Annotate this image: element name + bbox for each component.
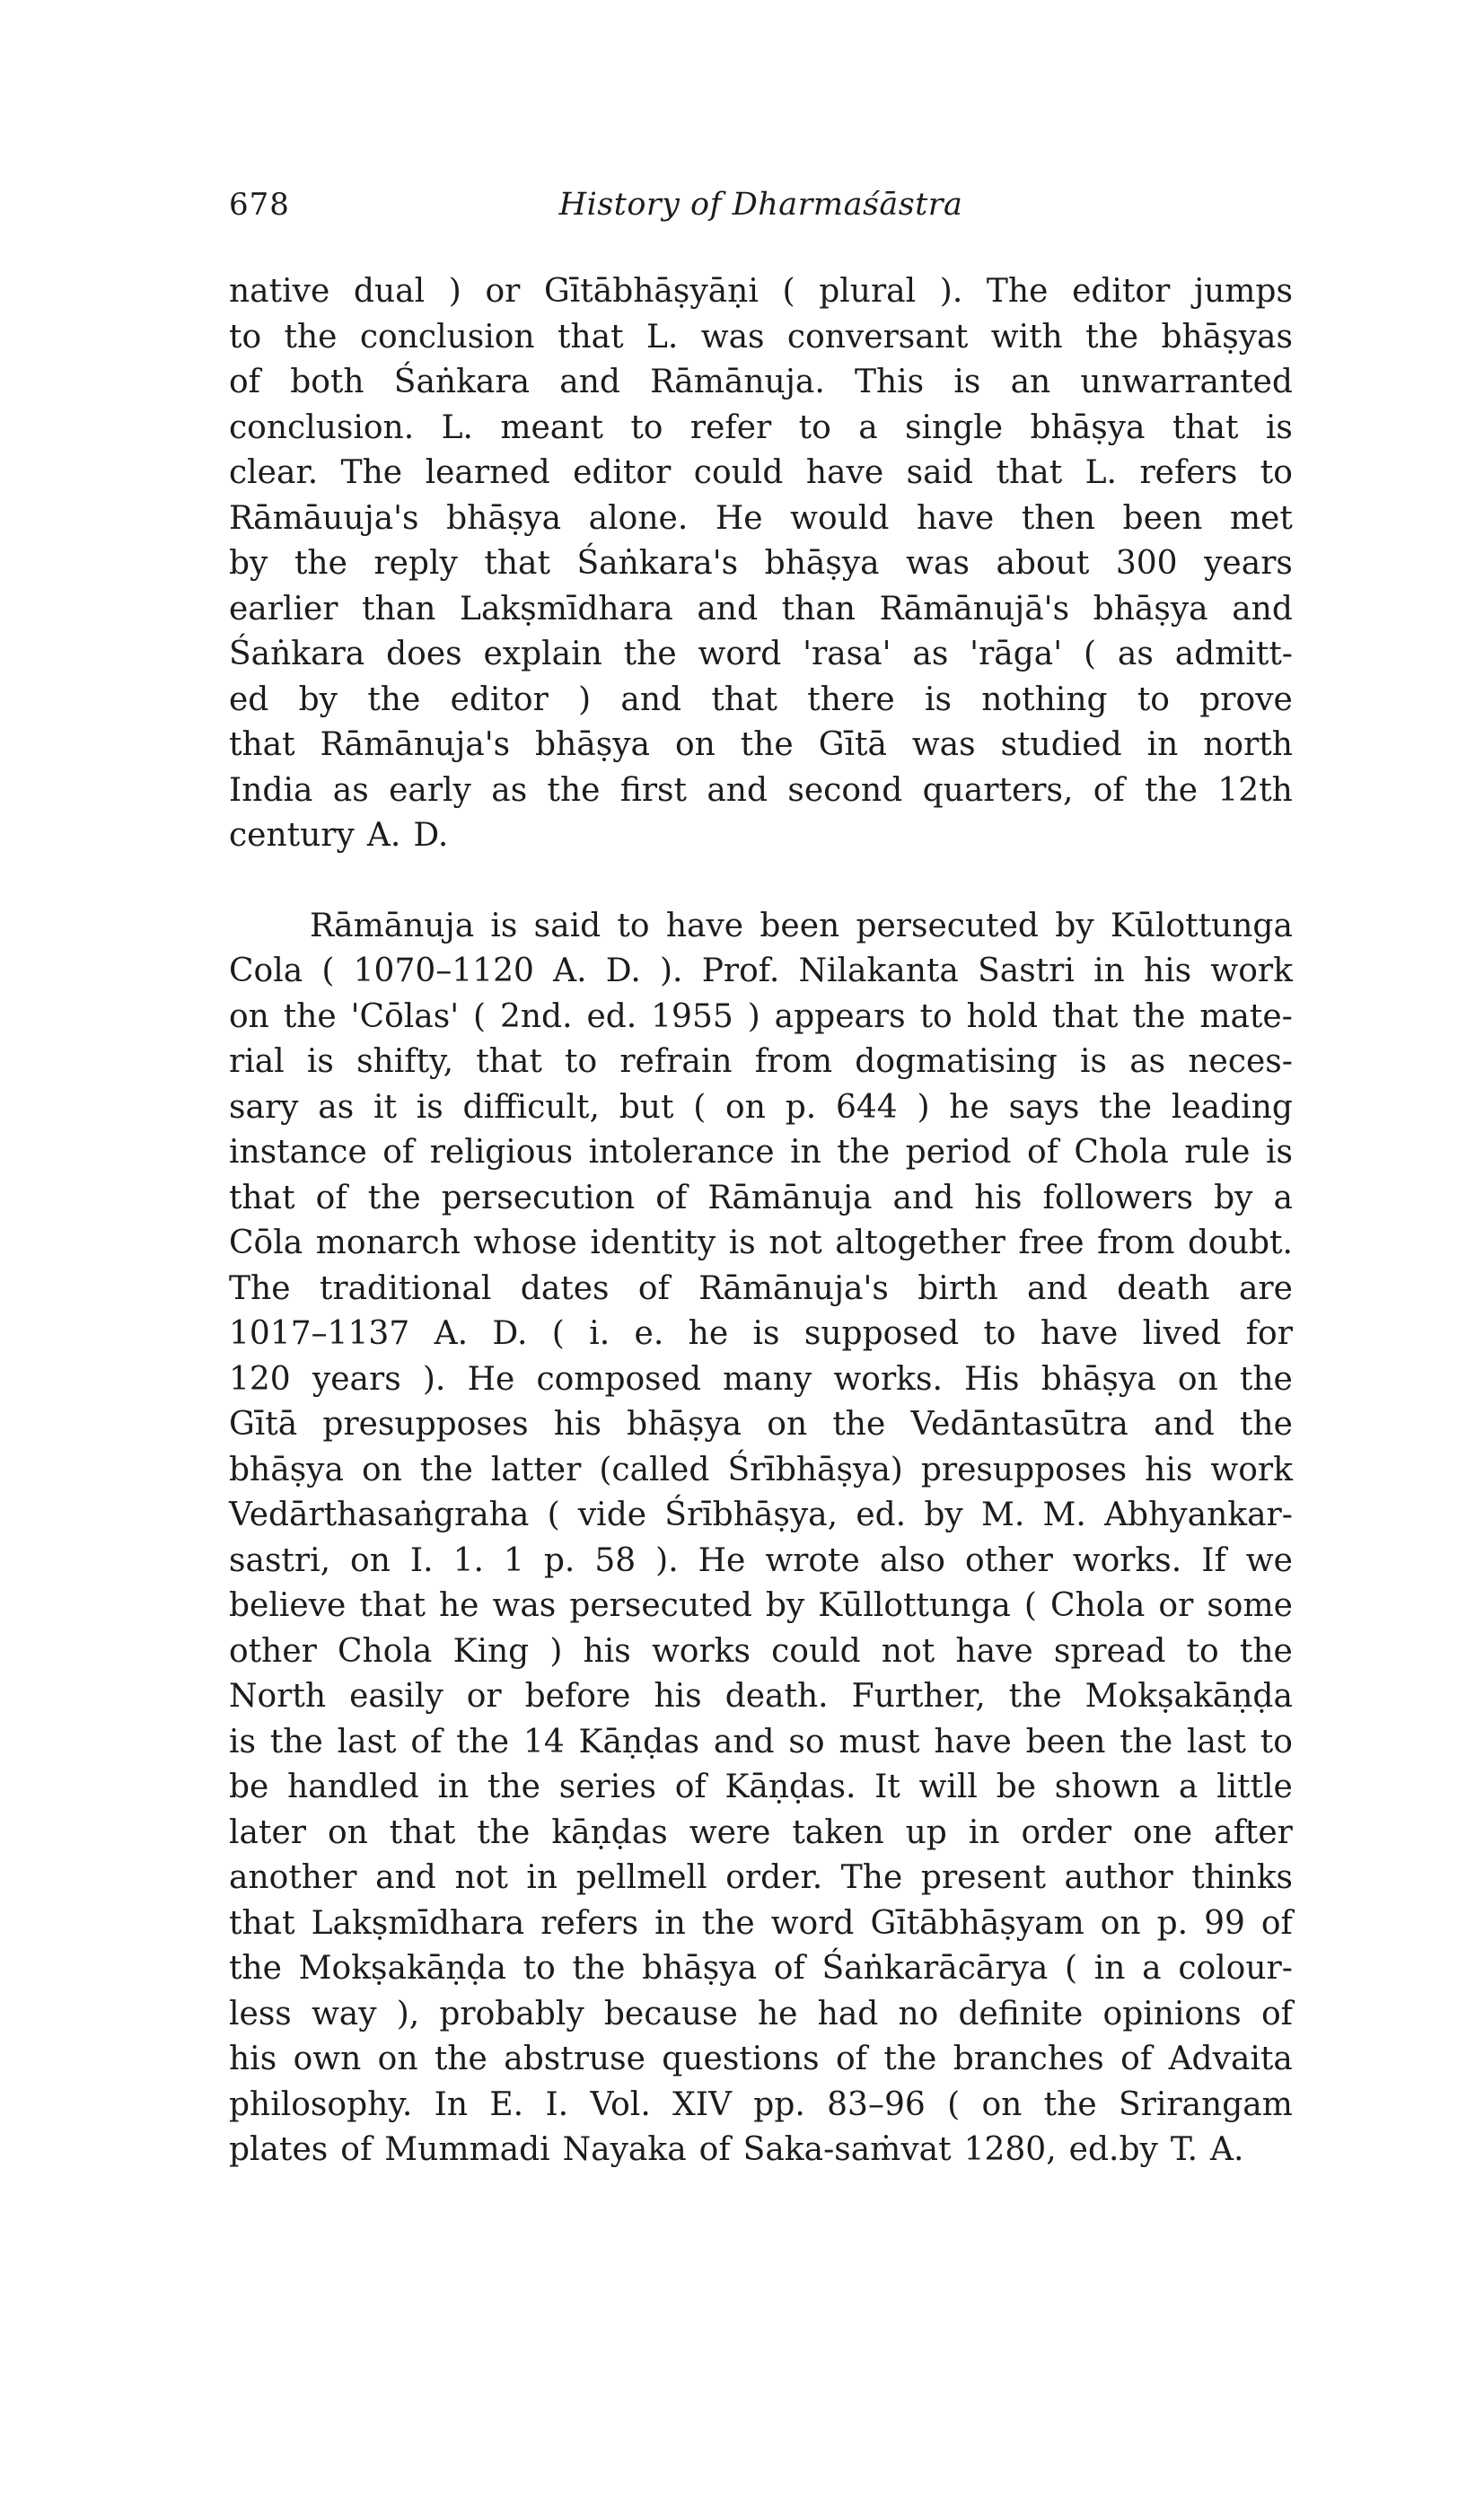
running-title: History of Dharmaśāstra	[558, 187, 963, 223]
text-line: Cōla monarch whose identity is not altogether free from doubt.	[229, 1225, 1293, 1261]
text-line: to the conclusion that L. was conversant with the bhāṣyas	[229, 318, 1293, 356]
text-line: native dual ) or Gītābhāṣyāṇi ( plural ). The editor jumps	[229, 273, 1293, 310]
text-line: less way ), probably because he had no definite opinions of	[229, 1995, 1293, 2032]
text-line: believe that he was persecuted by Kūllottunga ( Chola or some	[229, 1587, 1293, 1624]
text-line: 120 years ). He composed many works. His bhāṣya on the	[229, 1360, 1293, 1398]
text-line: conclusion. L. meant to refer to a single bhāṣya that is	[229, 408, 1293, 446]
page-number: 678	[229, 187, 290, 223]
text-line: rial is shifty, that to refrain from dogmatising is as neces-	[229, 1043, 1293, 1080]
paragraph	[229, 269, 1293, 859]
text-line: century A. D.	[229, 817, 449, 854]
text-line: Rāmāuuja's bhāṣya alone. He would have then been met	[229, 499, 1293, 537]
paragraph	[229, 904, 1293, 2173]
text-line: is the last of the 14 Kāṇḍas and so must have been the last to	[229, 1723, 1293, 1760]
text-line: that Lakṣmīdhara refers in the word Gītābhāṣyam on p. 99 of	[229, 1904, 1293, 1942]
text-line: India as early as the first and second quarters, of the 12th	[229, 771, 1293, 809]
paragraph-gap	[229, 859, 1293, 904]
text-line: Śaṅkara does explain the word 'rasa' as 'rāga' ( as admitt-	[229, 636, 1293, 672]
text-line: Vedārthasaṅgraha ( vide Śrībhāṣya, ed. by M. M. Abhyankar-	[229, 1497, 1293, 1533]
text-line: sastri, on I. 1. 1 p. 58 ). He wrote also other works. If we	[229, 1541, 1293, 1579]
text-line: of both Śaṅkara and Rāmānuja. This is an unwarranted	[229, 364, 1293, 400]
text-line: plates of Mummadi Nayaka of Saka-saṁvat 1280, ed.by T. A.	[229, 2131, 1244, 2168]
body-text	[229, 269, 1293, 2173]
text-line: later on that the kāṇḍas were taken up in order one after	[229, 1813, 1293, 1851]
text-line: earlier than Lakṣmīdhara and than Rāmānujā's bhāṣya and	[229, 590, 1293, 628]
text-line: by the reply that Śaṅkara's bhāṣya was about 300 years	[229, 545, 1293, 582]
text-line: ed by the editor ) and that there is nothing to prove	[229, 680, 1293, 718]
text-line: The traditional dates of Rāmānuja's birth and death are	[229, 1269, 1293, 1307]
text-line: his own on the abstruse questions of the branches of Advaita	[229, 2041, 1293, 2077]
text-line: instance of religious intolerance in the period of Chola rule is	[229, 1134, 1293, 1171]
text-line: that Rāmānuja's bhāṣya on the Gītā was studied in north	[229, 726, 1293, 763]
text-line: that of the persecution of Rāmānuja and his followers by a	[229, 1179, 1293, 1216]
text-line: Cola ( 1070–1120 A. D. ). Prof. Nilakanta Sastri in his work	[229, 953, 1293, 989]
text-line: Gītā presupposes his bhāṣya on the Vedāntasūtra and the	[229, 1406, 1293, 1443]
text-line: other Chola King ) his works could not have spread to the	[229, 1632, 1293, 1670]
text-line: philosophy. In E. I. Vol. XIV pp. 83–96 ( on the Srirangam	[229, 2085, 1293, 2123]
text-line: North easily or before his death. Further, the Mokṣakāṇḍa	[229, 1678, 1293, 1715]
text-line: Rāmānuja is said to have been persecuted by Kūlottunga	[310, 907, 1293, 944]
text-line: on the 'Cōlas' ( 2nd. ed. 1955 ) appears to hold that the mate-	[229, 997, 1293, 1035]
text-line: clear. The learned editor could have said that L. refers to	[229, 454, 1293, 491]
page-header	[229, 187, 1293, 241]
text-line: 1017–1137 A. D. ( i. e. he is supposed to have lived for	[229, 1315, 1293, 1352]
text-line: sary as it is difficult, but ( on p. 644 ) he says the leading	[229, 1088, 1293, 1126]
text-line: bhāṣya on the latter (called Śrībhāṣya) presupposes his work	[229, 1451, 1293, 1488]
text-line: be handled in the series of Kāṇḍas. It will be shown a little	[229, 1769, 1293, 1805]
text-line: another and not in pellmell order. The present author thinks	[229, 1859, 1293, 1896]
text-line: the Mokṣakāṇḍa to the bhāṣya of Śaṅkarācārya ( in a colour-	[229, 1950, 1293, 1987]
